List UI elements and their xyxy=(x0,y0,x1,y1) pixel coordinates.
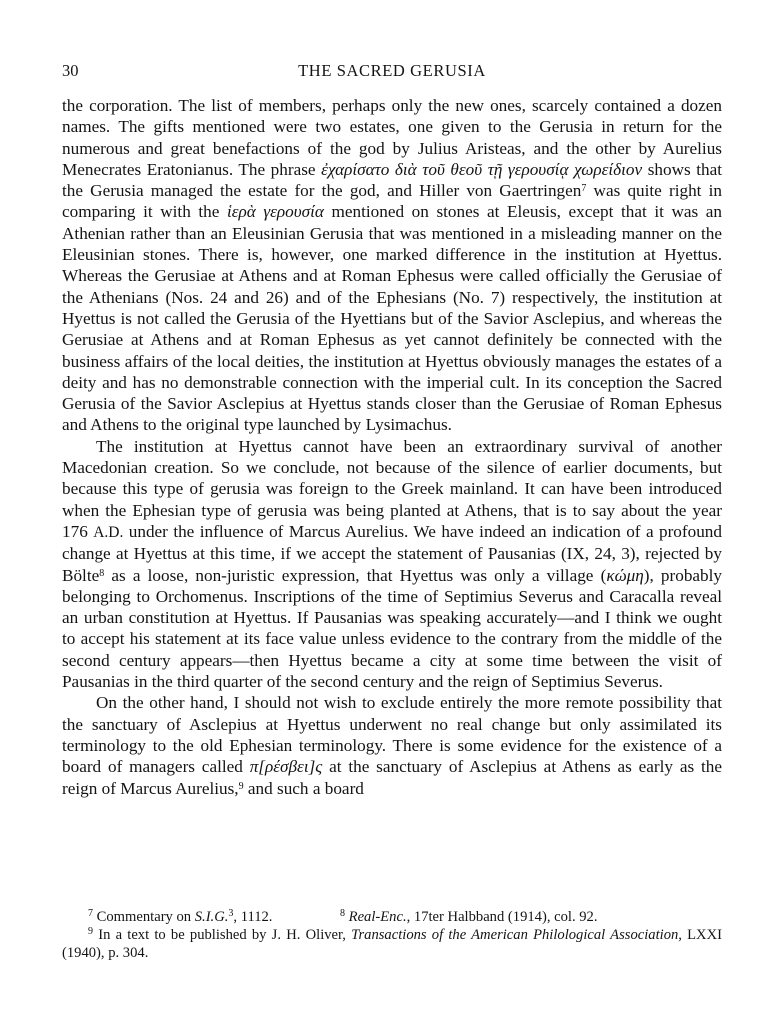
footnote-row xyxy=(62,908,722,926)
text-run: and such a board xyxy=(243,778,364,798)
text-run: at the sanctuary of Asclepius at Athens as early as the reign of Marcus Aurelius, xyxy=(62,757,722,798)
footnote-mark: 7 xyxy=(88,908,93,919)
page-number: 30 xyxy=(62,61,79,80)
footnote-text: Commentary on xyxy=(93,909,195,925)
text-run: ), probably belonging to Orchomenus. Inscriptions of the time of Septimius Severus and Caracalla reveal an urban constitution at Hyettus. If Pausanias was speaking accurately—and I think we ought to accept his statement at its face value unless evidence to the contrary from the middle of the second century appears—then Hyettus became a city at some time between the visit of Pausanias in the third quarter of the second century and the reign of Septimius Severus. xyxy=(62,565,723,692)
footnote-text: , 1112. xyxy=(233,909,273,925)
footnote-title: Transactions of the American Philological Association, xyxy=(351,927,682,944)
greek-word: π[ρέσβει]ς xyxy=(249,757,323,777)
greek-phrase: ἱερὰ γερουσία xyxy=(226,202,324,222)
footnote-mark: 9 xyxy=(88,926,93,938)
footnote-8 xyxy=(340,908,598,926)
edition-mark: 3 xyxy=(228,908,234,919)
footnotes xyxy=(62,908,722,963)
footnote-9 xyxy=(62,926,722,962)
text-run: as a loose, non-juristic expression, that Hyettus was only a village ( xyxy=(104,565,607,585)
greek-phrase: ἐχαρίσατο διὰ τοῦ θεοῦ τῇ γερουσίᾳ χωρείδιον xyxy=(321,159,643,179)
paragraph-1 xyxy=(62,95,722,436)
text-run: the corporation. The list of members, perhaps only the new ones, scarcely contained a dozen names. The gifts mentioned were two estates, one given to the Gerusia in return for the numerous and great benefactions of the god by Julius Aristeas, and the other by Aurelius Menecrates Eratonianus. The phrase xyxy=(62,96,722,179)
footnote-mark: 8 xyxy=(340,908,345,919)
footnote-ref: 8 xyxy=(99,567,105,579)
paragraph-2 xyxy=(62,436,722,693)
running-title: THE SACRED GERUSIA xyxy=(298,61,486,80)
footnote-text: In a text to be published by J. H. Oliver, xyxy=(93,927,352,944)
running-head xyxy=(62,60,722,82)
footnote-ref: 9 xyxy=(238,780,244,792)
footnote-7 xyxy=(62,908,340,926)
greek-word: κώμη xyxy=(606,565,644,585)
text-run: The institution at Hyettus cannot have been an extraordinary survival of another Macedonian creation. So we conclude, not because of the silence of earlier documents, but because this type of gerusia was foreign to the Greek mainland. It can have been introduced when the Ephesian type of gerusia was being planted at Athens, that is to say about the year 176 xyxy=(62,436,722,541)
era-abbreviation: A.D. xyxy=(93,523,124,541)
text-run: shows that the Gerusia managed the estate for the god, and Hiller von Gaertringen xyxy=(62,159,723,201)
text-run: On the other hand, I should not wish to exclude entirely the more remote possibility that the sanctuary of Asclepius at Hyettus underwent no real change but only assimilated its terminology to the old Ephesian terminology. There is some evidence for the existence of a board of managers called xyxy=(62,693,722,777)
footnote-text: , 17ter Halbband (1914), col. 92. xyxy=(406,909,598,925)
footnote-title: Real-Enc. xyxy=(348,909,407,925)
text-run: under the influence of Marcus Aurelius. We have indeed an indication of a profound change at Hyettus at this time, if we accept the statement of Pausanias (IX, 24, 3), rejected by Bölte xyxy=(62,521,722,585)
footnote-title: S.I.G. xyxy=(194,909,229,925)
body-text xyxy=(62,95,722,799)
paragraph-3 xyxy=(62,692,722,798)
text-run: was quite right in comparing it with the xyxy=(62,181,722,222)
footnote-ref: 7 xyxy=(581,183,587,195)
text-run: mentioned on stones at Eleusis, except that it was an Athenian rather than an Eleusinian Gerusia that was mentioned in a misleading manner on the Eleusinian stones. There is, however, one marked difference in the institution at Hyettus. Whereas the Gerusiae at Athens and at Roman Ephesus were called officially the Gerusiae of the Athenians (Nos. 24 and 26) and of the Ephesians (No. 7) respectively, the institution at Hyettus is not called the Gerusia of the Hyettians but of the Savior Asclepius, and whereas the Gerusiae at Athens and at Roman Ephesus as yet cannot definitely be connected with the business affairs of the local deities, the institution at Hyettus obviously manages the estates of a deity and has no demonstrable connection with the imperial cult. In its conception the Sacred Gerusia of the Savior Asclepius at Hyettus stands closer than the Gerusiae of Roman Ephesus and Athens to the original type launched by Lysimachus. xyxy=(62,202,723,435)
footnote-text: LXXI (1940), p. 304. xyxy=(62,927,723,962)
